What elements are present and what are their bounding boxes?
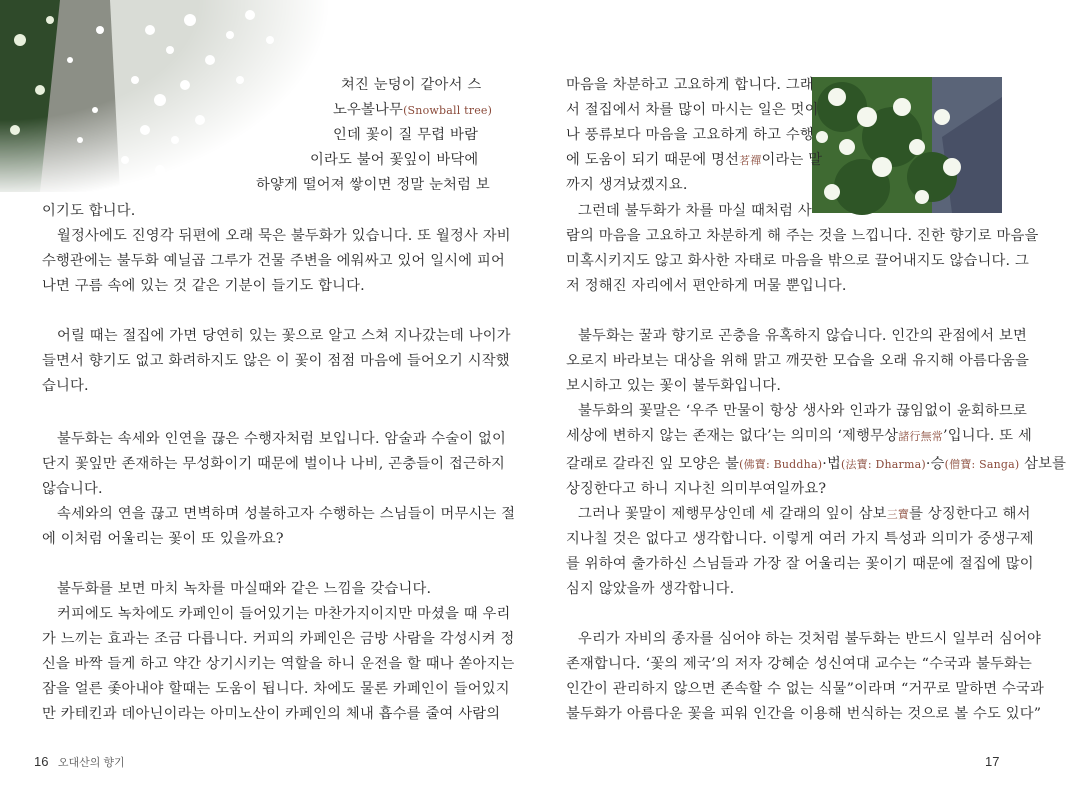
snowball-flowers-photo bbox=[812, 77, 1002, 213]
text-line: 커피에도 녹차에도 카페인이 들어있기는 마찬가지이지만 마셨을 때 우리 bbox=[57, 606, 511, 622]
text-line: 가 느끼는 효과는 조금 다릅니다. 커피의 카페인은 금방 사람을 각성시켜 정 bbox=[42, 631, 515, 647]
text-line: 나면 구름 속에 있는 것 같은 기분이 들기도 합니다. bbox=[42, 278, 365, 294]
text-line bbox=[566, 148, 822, 173]
text-line: 만 카테킨과 데아닌이라는 아미노산이 카페인의 체내 흡수를 줄여 사람의 bbox=[42, 706, 501, 722]
text-line: 불두화의 꽃말은 ‘우주 만물이 항상 생사와 인과가 끊임없이 윤회하므로 bbox=[578, 403, 1028, 419]
text-line: 월정사에도 진영각 뒤편에 오래 묵은 불두화가 있습니다. 또 월정사 자비 bbox=[57, 228, 511, 244]
text-line: 람의 마음을 고요하고 차분하게 해 주는 것을 느낍니다. 진한 향기로 마음을 bbox=[566, 228, 1039, 244]
annotation-text: (法寶: Dharma) bbox=[840, 458, 926, 471]
right-page bbox=[521, 0, 1066, 793]
text-line: 어릴 때는 절집에 가면 당연히 있는 꽃으로 알고 스쳐 지나갔는데 나이가 bbox=[57, 328, 511, 344]
text-line: 까지 생겨났겠지요. bbox=[566, 177, 688, 193]
text-line: 지나칠 것은 없다고 생각합니다. 이렇게 여러 가지 특성과 의미가 중생구제 bbox=[566, 531, 1034, 547]
text-line: 불두화는 속세와 인연을 끊은 수행자처럼 보입니다. 암술과 수술이 없이 bbox=[57, 431, 507, 447]
text-line: 속세와의 연을 끊고 면벽하며 성불하고자 수행하는 스님들이 머무시는 절 bbox=[57, 506, 516, 522]
text-line: 상징한다고 하니 지나친 의미부여일까요? bbox=[566, 481, 827, 497]
page-number: 17 bbox=[985, 754, 1000, 769]
text-span: 노우볼나무 bbox=[333, 102, 404, 118]
text-span: ’입니다. 또 세 bbox=[943, 428, 1033, 444]
text-line bbox=[578, 502, 1031, 527]
text-line: 잠을 얼른 좇아내야 할때는 도움이 됩니다. 차에도 물론 카페인이 들어있지 bbox=[42, 681, 510, 697]
text-line: 우리가 자비의 종자를 심어야 하는 것처럼 불두화는 반드시 일부러 심어야 bbox=[578, 631, 1042, 647]
text-span: 이라는 말 bbox=[761, 152, 823, 168]
text-span: 세상에 변하지 않는 존재는 없다’는 의미의 ‘제행무상 bbox=[566, 428, 899, 444]
text-line: 들면서 향기도 없고 화려하지도 않은 이 꽃이 점점 마음에 들어오기 시작했 bbox=[42, 353, 510, 369]
text-line: 보시하고 있는 꽃이 불두화입니다. bbox=[566, 378, 782, 394]
text-line bbox=[333, 98, 492, 123]
text-line bbox=[566, 424, 1032, 449]
text-line: 저 정해진 자리에서 편안하게 머물 뿐입니다. bbox=[566, 278, 847, 294]
text-span: 삼보를 bbox=[1019, 456, 1066, 472]
text-line: 불두화가 아름다운 꽃을 피워 인간을 이용해 번식하는 것으로 볼 수도 있다” bbox=[566, 706, 1042, 722]
text-line: 에 이처럼 어울리는 꽃이 또 있을까요? bbox=[42, 531, 284, 547]
text-span: ·승 bbox=[925, 456, 945, 472]
text-line: 이라도 불어 꽃잎이 바닥에 bbox=[310, 152, 479, 168]
fallen-petals-photo bbox=[0, 0, 330, 192]
text-line: 나 풍류보다 마음을 고요하게 하고 수행 bbox=[566, 127, 814, 143]
text-line: 쳐진 눈덩이 같아서 스 bbox=[341, 77, 482, 93]
text-span: 갈래로 갈라진 잎 모양은 불 bbox=[566, 456, 740, 472]
text-line: 오로지 바라보는 대상을 위해 맑고 깨끗한 모습을 오래 유지해 아름다움을 bbox=[566, 353, 1030, 369]
annotation-text: 諸行無常 bbox=[898, 430, 943, 443]
page-footer bbox=[34, 754, 125, 770]
text-line: 습니다. bbox=[42, 378, 89, 394]
annotation-text: (佛寶: Buddha) bbox=[739, 458, 823, 471]
text-line: 신을 바짝 들게 하고 약간 상기시키는 역할을 하니 운전을 할 때나 쏟아지는 bbox=[42, 656, 515, 672]
left-page bbox=[0, 0, 521, 793]
annotation-text: (Snowball tree) bbox=[403, 104, 493, 117]
annotation-text: 茗禪 bbox=[739, 154, 762, 167]
text-span: 그러나 꽃말이 제행무상인데 세 갈래의 잎이 삼보 bbox=[578, 506, 887, 522]
text-line: 서 절집에서 차를 많이 마시는 일은 멋이 bbox=[566, 102, 819, 118]
page-number: 16 bbox=[34, 754, 49, 769]
text-line: 미혹시키지도 않고 화사한 자태로 마음을 밖으로 끌어내지도 않습니다. 그 bbox=[566, 253, 1030, 269]
book-title: 오대산의 향기 bbox=[57, 757, 125, 769]
text-line: 이기도 합니다. bbox=[42, 203, 136, 219]
text-line: 하얗게 떨어져 쌓이면 정말 눈처럼 보 bbox=[256, 177, 490, 193]
annotation-text: (僧寶: Sanga) bbox=[944, 458, 1020, 471]
text-span: 를 상징한다고 해서 bbox=[909, 506, 1031, 522]
text-line: 존재합니다. ‘꽃의 제국’의 저자 강혜순 성신여대 교수는 “수국과 불두화는 bbox=[566, 656, 1033, 672]
text-line: 마음을 차분하고 고요하게 합니다. 그래 bbox=[566, 77, 814, 93]
text-line: 를 위하여 출가하신 스님들과 가장 잘 어울리는 꽃이기 때문에 절집에 많이 bbox=[566, 556, 1034, 572]
text-line: 불두화를 보면 마치 녹차를 마실때와 같은 느낌을 갖습니다. bbox=[57, 581, 432, 597]
text-line: 않습니다. bbox=[42, 481, 103, 497]
text-line: 단지 꽃잎만 존재하는 무성화이기 때문에 벌이나 나비, 곤충들이 접근하지 bbox=[42, 456, 506, 472]
text-span: ·법 bbox=[822, 456, 841, 472]
text-line bbox=[566, 452, 1066, 477]
text-line: 불두화는 꿀과 향기로 곤충을 유혹하지 않습니다. 인간의 관점에서 보면 bbox=[578, 328, 1028, 344]
text-line: 심지 않았을까 생각합니다. bbox=[566, 581, 735, 597]
text-line: 수행관에는 불두화 예닐곱 그루가 건물 주변을 에워싸고 있어 일시에 피어 bbox=[42, 253, 506, 269]
text-line: 인간이 관리하지 않으면 존속할 수 없는 식물”이라며 “거꾸로 말하면 수국과 bbox=[566, 681, 1045, 697]
text-span: 에 도움이 되기 때문에 명선 bbox=[566, 152, 740, 168]
text-line: 그런데 불두화가 차를 마실 때처럼 사 bbox=[578, 203, 812, 219]
text-line: 인데 꽃이 질 무렵 바람 bbox=[333, 127, 479, 143]
annotation-text: 三寶 bbox=[886, 508, 910, 521]
